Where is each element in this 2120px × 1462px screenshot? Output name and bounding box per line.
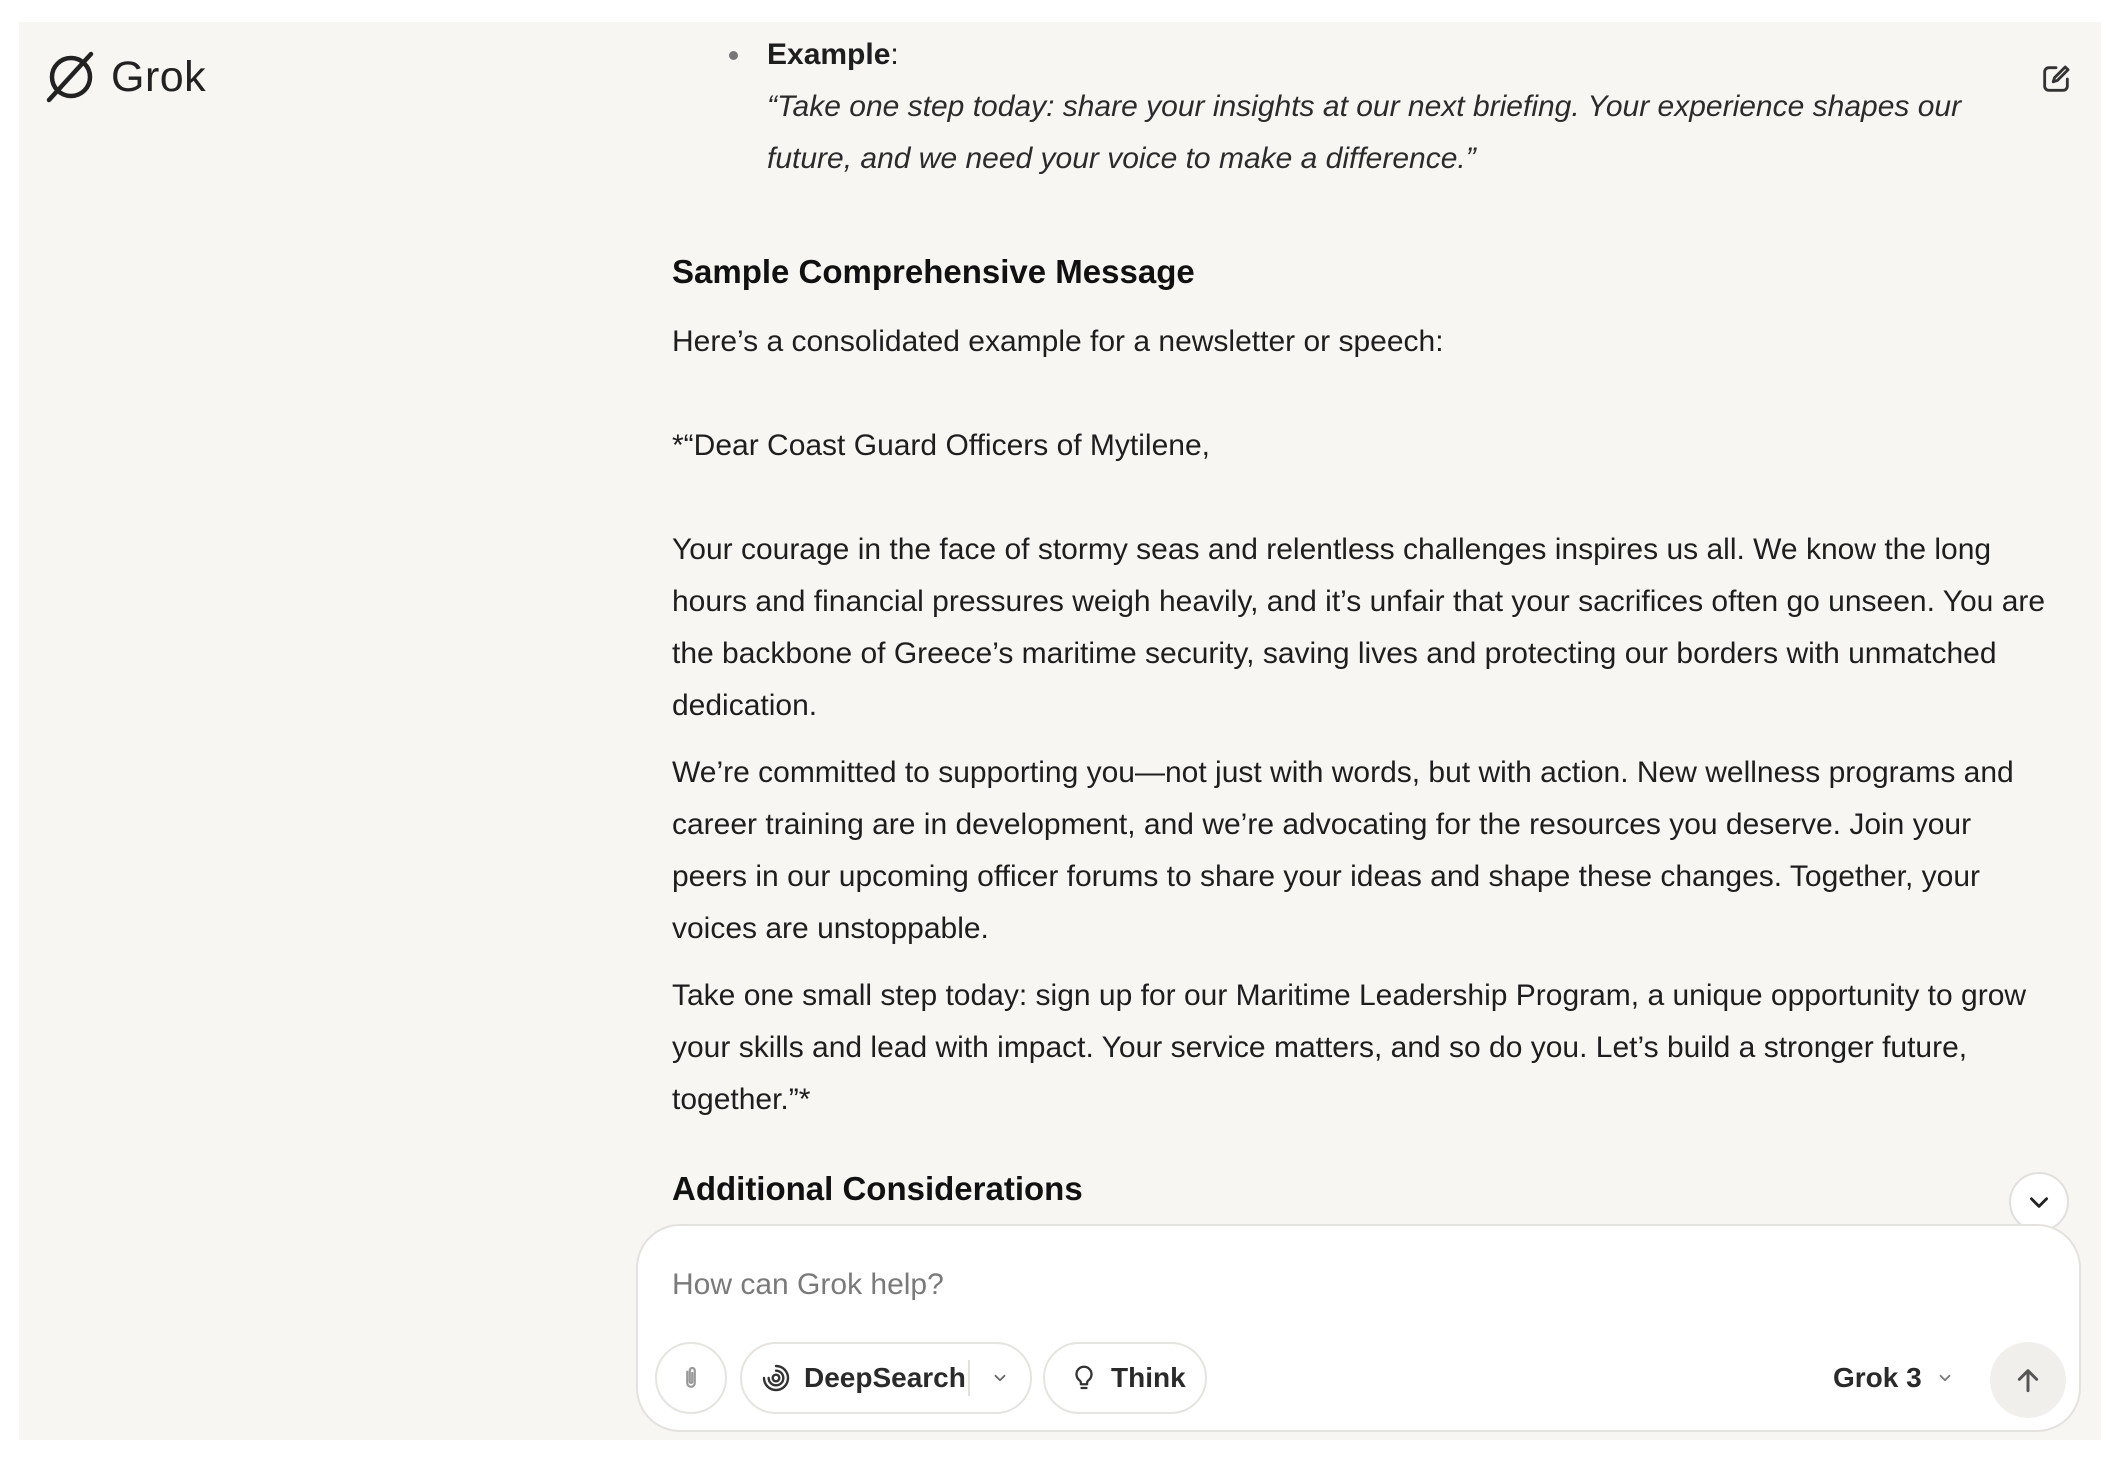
deepsearch-button[interactable] bbox=[742, 1344, 968, 1412]
deepsearch-menu-button[interactable] bbox=[970, 1344, 1030, 1412]
prompt-input[interactable] bbox=[672, 1260, 1972, 1310]
message-paragraph: Your courage in the face of stormy seas and relentless challenges inspires us all. We know the long hours and financial pressures weigh heavily, and it’s unfair that your sacrifices often go unseen. You are the backbone of Greece’s maritime security, saving lives and protecting our borders with unmatched dedication. bbox=[672, 533, 2046, 722]
example-bullet bbox=[672, 29, 2047, 185]
message-paragraph: We’re committed to supporting you—not just with words, but with action. New wellness programs and career training are in development, and we’re advocating for the resources you deserve. Join your peers in our upcoming officer forums to share your ideas and shape these changes. Together, your voices are unstoppable. bbox=[672, 756, 2014, 945]
chevron-down-icon bbox=[2026, 1189, 2052, 1215]
sample-heading: Sample Comprehensive Message bbox=[672, 253, 1195, 290]
additional-heading: Additional Considerations bbox=[672, 1170, 1083, 1207]
bullet-label: Example bbox=[767, 38, 891, 71]
think-label: Think bbox=[1111, 1362, 1186, 1393]
example-quote: “Take one step today: share your insights at our next briefing. Your experience shapes our future, and we need your voice to make a difference.” bbox=[767, 90, 1962, 175]
think-button[interactable] bbox=[1043, 1342, 1207, 1414]
message-paragraph: Take one small step today: sign up for our Maritime Leadership Program, a unique opportunity to grow your skills and lead with impact. Your service matters, and so do you. Let’s build a stronger future, together.”* bbox=[672, 979, 2027, 1116]
deepsearch-group bbox=[740, 1342, 1032, 1414]
grok-logo[interactable] bbox=[43, 44, 206, 110]
salutation: *“Dear Coast Guard Officers of Mytilene, bbox=[672, 429, 1210, 462]
bullet-dot bbox=[729, 51, 738, 60]
lightbulb-icon bbox=[1069, 1363, 1099, 1393]
model-selector[interactable] bbox=[1833, 1352, 1954, 1404]
send-button[interactable] bbox=[1990, 1342, 2066, 1418]
chevron-down-icon bbox=[1936, 1369, 1954, 1387]
paperclip-icon bbox=[676, 1363, 706, 1393]
model-label: Grok 3 bbox=[1833, 1362, 1922, 1393]
grok-logo-icon bbox=[43, 48, 99, 106]
scroll-to-bottom-button[interactable] bbox=[2009, 1172, 2069, 1232]
app-name: Grok bbox=[111, 52, 207, 101]
chevron-down-icon bbox=[991, 1369, 1009, 1387]
attach-button[interactable] bbox=[655, 1342, 727, 1414]
composer bbox=[636, 1224, 2081, 1432]
chat-app bbox=[19, 22, 2101, 1440]
deepsearch-icon bbox=[760, 1362, 792, 1394]
arrow-up-icon bbox=[2012, 1364, 2044, 1396]
intro-text: Here’s a consolidated example for a newsletter or speech: bbox=[672, 325, 1444, 358]
deepsearch-label: DeepSearch bbox=[804, 1362, 966, 1393]
bullet-label-suffix: : bbox=[890, 38, 899, 71]
